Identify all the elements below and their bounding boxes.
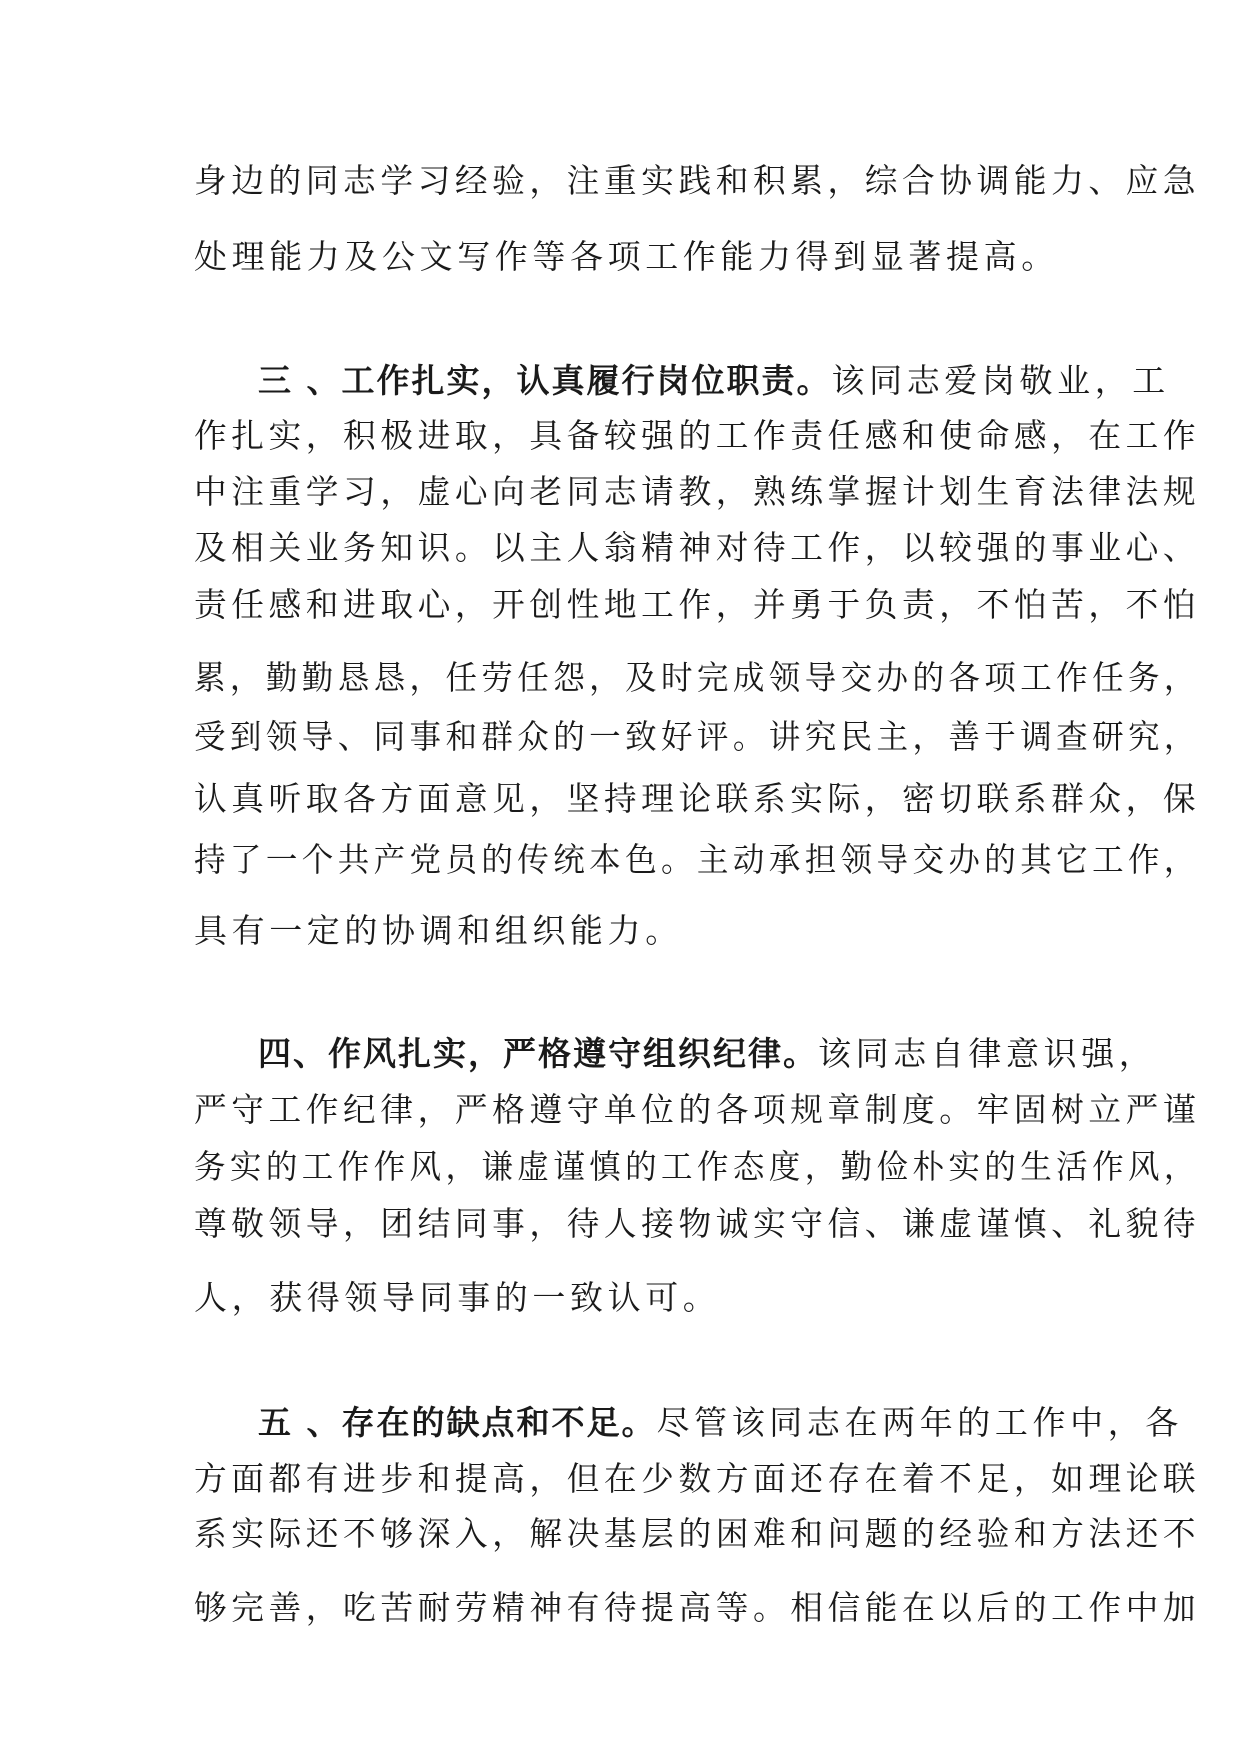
text-line: 务实的工作作风，谦虚谨慎的工作态度，勤俭朴实的生活作风， [194,1147,1200,1186]
text-span: 尽管该同志在两年的工作中，各 [656,1403,1183,1442]
text-line: 中注重学习，虚心向老同志请教，熟练掌握计划生育法律法规 [194,472,1201,511]
text-line: 严守工作纪律，严格遵守单位的各项规章制度。牢固树立严谨 [194,1090,1201,1129]
section-heading-3: 三 、工作扎实，认真履行岗位职责。 [258,361,832,400]
text-line: 受到领导、同事和群众的一致好评。讲究民主，善于调查研究， [194,717,1200,756]
text-line: 责任感和进取心，开创性地工作，并勇于负责，不怕苦，不怕 [194,585,1201,624]
text-line: 系实际还不够深入，解决基层的困难和问题的经验和方法还不 [194,1514,1201,1553]
text-line: 持了一个共产党员的传统本色。主动承担领导交办的其它工作， [194,840,1200,879]
text-span: 该同志自律意识强， [818,1034,1157,1073]
text-line [258,1403,1183,1443]
section-heading-5: 五 、存在的缺点和不足。 [258,1403,657,1442]
text-line: 处理能力及公文写作等各项工作能力得到显著提高。 [194,237,1059,276]
text-line [258,1034,1156,1074]
text-line: 身边的同志学习经验，注重实践和积累，综合协调能力、应急 [194,161,1201,200]
text-line: 人，获得领导同事的一致认可。 [194,1278,721,1317]
text-line: 认真听取各方面意见，坚持理论联系实际，密切联系群众，保 [194,779,1201,818]
text-line: 尊敬领导，团结同事，待人接物诚实守信、谦虚谨慎、礼貌待 [194,1204,1201,1243]
text-line: 够完善，吃苦耐劳精神有待提高等。相信能在以后的工作中加 [194,1588,1201,1627]
text-line: 作扎实，积极进取，具备较强的工作责任感和使命感，在工作 [194,416,1201,455]
text-line: 累，勤勤恳恳，任劳任怨，及时完成领导交办的各项工作任务， [194,658,1200,697]
text-line: 具有一定的协调和组织能力。 [194,911,683,950]
text-span: 该同志爱岗敬业，工 [831,361,1170,400]
section-heading-4: 四、作风扎实，严格遵守组织纪律。 [258,1034,818,1073]
text-line: 及相关业务知识。以主人翁精神对待工作，以较强的事业心、 [194,528,1201,567]
text-line [258,361,1170,401]
text-line: 方面都有进步和提高，但在少数方面还存在着不足，如理论联 [194,1459,1201,1498]
